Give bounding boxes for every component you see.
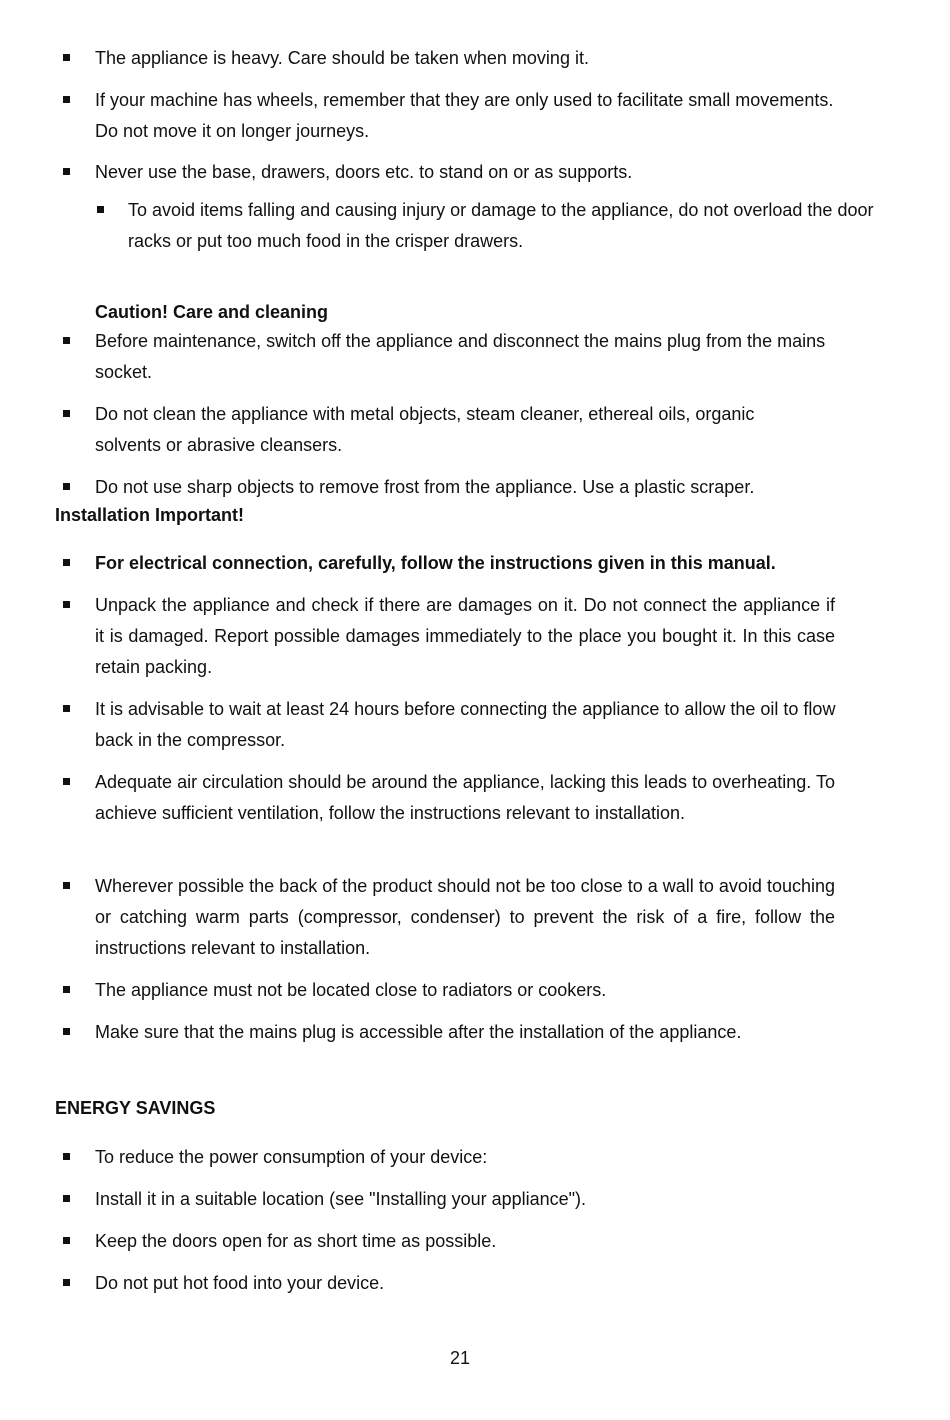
bullet-icon	[63, 1279, 70, 1286]
list-item-text: Install it in a suitable location (see "Installing your appliance").	[95, 1189, 587, 1209]
list-item-text: The appliance must not be located close to radiators or cookers.	[95, 980, 607, 1000]
list-item-text: Wherever possible the back of the product should not be too close to a wall to avoid touching or catching warm parts (compressor, condenser) to prevent the risk of a fire, follow the instructions relevant to installation.	[95, 876, 835, 958]
bullet-icon	[63, 1153, 70, 1160]
bullet-icon	[63, 705, 70, 712]
energy-heading: ENERGY SAVINGS	[55, 1098, 216, 1118]
bullet-icon	[63, 986, 70, 993]
list-item-text: Keep the doors open for as short time as possible.	[95, 1231, 497, 1251]
list-item-text: To avoid items falling and causing injury or damage to the appliance, do not overload the door racks or put too much food in the crisper drawers.	[128, 200, 874, 251]
bullet-icon	[63, 1237, 70, 1244]
bullet-icon	[63, 54, 70, 61]
page-number: 21	[449, 1348, 471, 1368]
list-item-text: It is advisable to wait at least 24 hours before connecting the appliance to allow the oil to flow back in the compressor.	[95, 699, 836, 750]
list-item-text: Make sure that the mains plug is accessible after the installation of the appliance.	[95, 1022, 742, 1042]
bullet-icon	[63, 483, 70, 490]
list-item-text: Unpack the appliance and check if there are damages on it. Do not connect the appliance if it is damaged. Report possible damages immediately to the place you bought it. In this case retain packing.	[95, 595, 835, 677]
bullet-icon	[63, 410, 70, 417]
bullet-icon	[63, 778, 70, 785]
bullet-icon	[63, 1195, 70, 1202]
list-item-text: Do not use sharp objects to remove frost from the appliance. Use a plastic scraper.	[95, 477, 755, 497]
bullet-icon	[63, 96, 70, 103]
care-heading: Caution! Care and cleaning	[95, 302, 329, 322]
bullet-icon	[97, 206, 104, 213]
bullet-icon	[63, 559, 70, 566]
list-item-text: Do not clean the appliance with metal objects, steam cleaner, ethereal oils, organic solvents or abrasive cleansers.	[95, 404, 755, 455]
list-item-text: Adequate air circulation should be around the appliance, lacking this leads to overheating. To achieve sufficient ventilation, follow the instructions relevant to installation.	[95, 772, 835, 823]
list-item-text: Do not put hot food into your device.	[95, 1273, 385, 1293]
bullet-icon	[63, 337, 70, 344]
list-item-text: Never use the base, drawers, doors etc. to stand on or as supports.	[95, 162, 633, 182]
installation-heading: Installation Important!	[55, 505, 244, 525]
list-item-text: To reduce the power consumption of your device:	[95, 1147, 488, 1167]
list-item-text: For electrical connection, carefully, follow the instructions given in this manual.	[95, 553, 776, 573]
bullet-icon	[63, 601, 70, 608]
bullet-icon	[63, 168, 70, 175]
list-item-text: The appliance is heavy. Care should be taken when moving it.	[95, 48, 589, 68]
list-item-text: Before maintenance, switch off the appliance and disconnect the mains plug from the mains socket.	[95, 331, 826, 382]
list-item-text: If your machine has wheels, remember that they are only used to facilitate small movements. Do not move it on longer journeys.	[95, 90, 834, 141]
bullet-icon	[63, 1028, 70, 1035]
bullet-icon	[63, 882, 70, 889]
